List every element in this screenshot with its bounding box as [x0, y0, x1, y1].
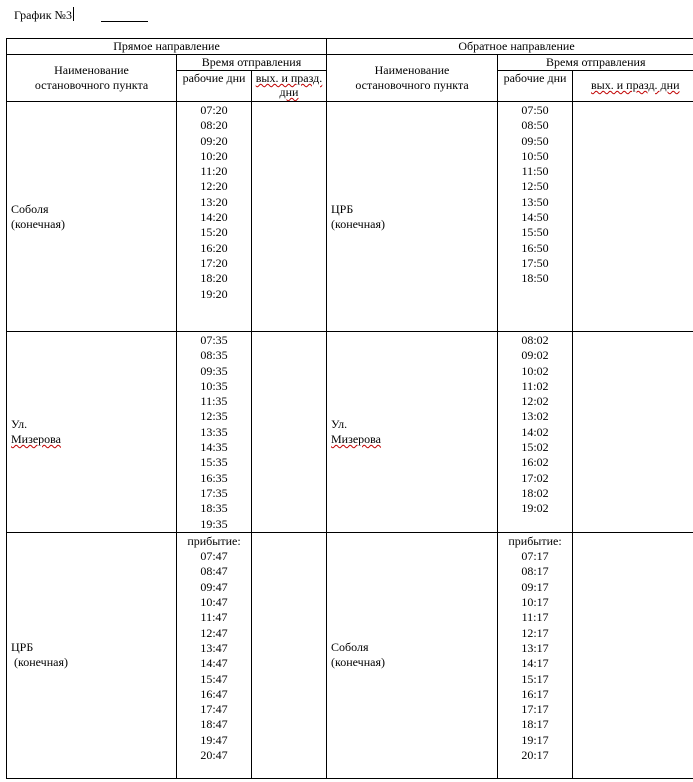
time-entry: 10:47	[200, 595, 228, 610]
stop-name-header-text: Наименование остановочного пункта	[34, 63, 149, 92]
forward-stop-name-header	[7, 55, 177, 102]
time-entry: 15:47	[200, 671, 228, 686]
time-entry: 18:02	[521, 485, 549, 500]
stop-name-header-text: Наименование остановочного пункта	[355, 63, 469, 92]
weekend-header-text: вых. и празд. дни	[591, 78, 680, 92]
time-entry: 13:47	[200, 640, 228, 655]
time-entry: 17:47	[200, 702, 228, 717]
time-entry: 08:20	[200, 118, 228, 133]
time-entry: 11:02	[521, 378, 549, 393]
backward-workdays-header: рабочие дни	[498, 71, 573, 102]
time-entry: 13:02	[521, 409, 549, 424]
backward-stop-name	[327, 102, 498, 332]
stop-name-line: (конечная)	[331, 655, 385, 670]
stop-name-line: ЦРБ	[11, 640, 34, 655]
time-entry: 11:17	[521, 610, 549, 625]
schedule-title: График №3	[14, 8, 72, 22]
time-entry: 18:17	[521, 717, 549, 732]
time-entry: 11:35	[200, 394, 228, 409]
time-entry: 10:02	[521, 363, 549, 378]
time-entry: 14:47	[200, 656, 228, 671]
time-entry: 12:17	[521, 625, 549, 640]
forward-stop-name	[7, 532, 177, 778]
stop-name-line: (конечная)	[11, 216, 65, 231]
forward-departure-time-header: Время отправления	[177, 55, 327, 71]
time-entry: 19:02	[521, 501, 549, 516]
backward-weekend-times	[573, 332, 693, 533]
time-entry: 11:20	[200, 164, 228, 179]
time-entry: 16:02	[521, 455, 549, 470]
time-entry: 14:50	[521, 210, 549, 225]
time-entry: 16:50	[521, 240, 549, 255]
time-entry: 12:02	[521, 394, 549, 409]
backward-stop-name	[327, 332, 498, 533]
backward-workday-times	[498, 332, 573, 533]
stop-name-line: (конечная)	[331, 216, 385, 231]
time-entry: 09:47	[200, 579, 228, 594]
time-entry: 15:02	[521, 440, 549, 455]
time-entry: 15:17	[521, 671, 549, 686]
time-entry: 19:20	[200, 286, 228, 301]
time-entry: 15:50	[521, 225, 549, 240]
forward-direction-header: Прямое направление	[7, 39, 327, 55]
time-entry: 10:35	[200, 378, 228, 393]
schedule-rows	[7, 102, 693, 779]
time-entry: 14:35	[200, 440, 228, 455]
time-entry: 08:35	[200, 348, 228, 363]
arrival-label: прибытие:	[508, 533, 562, 548]
stop-name-line	[11, 417, 176, 447]
time-entry: 17:50	[521, 255, 549, 270]
time-entry: 07:35	[200, 333, 228, 347]
time-entry: 14:20	[200, 210, 228, 225]
time-entry: 13:17	[521, 640, 549, 655]
time-entry: 14:02	[521, 424, 549, 439]
stop-name-line	[331, 417, 497, 447]
time-entry: 17:17	[521, 702, 549, 717]
time-entry: 18:47	[200, 717, 228, 732]
time-entry: 09:02	[521, 348, 549, 363]
time-entry: 13:20	[200, 194, 228, 209]
forward-weekend-times	[252, 532, 327, 778]
backward-workday-times	[498, 532, 573, 778]
time-entry: 17:20	[200, 255, 228, 270]
time-entry: 07:20	[200, 103, 228, 117]
time-entry: 09:17	[521, 579, 549, 594]
forward-workdays-header: рабочие дни	[177, 71, 252, 102]
schedule-row	[7, 102, 693, 332]
time-entry: 18:35	[200, 501, 228, 516]
time-entry: 18:50	[521, 271, 549, 286]
time-entry: 12:20	[200, 179, 228, 194]
backward-weekend-times	[573, 532, 693, 778]
time-entry: 15:20	[200, 225, 228, 240]
schedule-row	[7, 532, 693, 778]
time-entry: 08:17	[521, 564, 549, 579]
time-entry: 09:50	[521, 133, 549, 148]
time-entry: 16:20	[200, 240, 228, 255]
time-entry: 09:20	[200, 133, 228, 148]
time-entry: 19:47	[200, 732, 228, 747]
time-entry: 07:47	[200, 549, 228, 564]
time-entry: 19:17	[521, 732, 549, 747]
time-entry: 08:50	[521, 118, 549, 133]
stop-name-line: (конечная)	[11, 655, 68, 670]
forward-workday-times	[177, 332, 252, 533]
forward-weekend-times	[252, 102, 327, 332]
time-entry: 13:50	[521, 194, 549, 209]
forward-workday-times	[177, 532, 252, 778]
time-entry: 10:50	[521, 148, 549, 163]
forward-workday-times	[177, 102, 252, 332]
time-entry: 08:47	[200, 564, 228, 579]
weekend-header-text: вых. и празд. дни	[255, 71, 323, 99]
time-entry: 07:17	[521, 549, 549, 564]
time-entry: 08:02	[521, 333, 549, 347]
stop-name-word: Мизерова	[11, 431, 61, 446]
time-entry: 20:17	[521, 748, 549, 763]
schedule-table	[6, 38, 693, 779]
backward-workday-times	[498, 102, 573, 332]
time-entry: 13:35	[200, 424, 228, 439]
backward-departure-time-header: Время отправления	[498, 55, 693, 71]
time-entry: 16:17	[521, 686, 549, 701]
time-entry: 14:17	[521, 656, 549, 671]
backward-weekend-header	[573, 71, 693, 102]
backward-direction-header: Обратное направление	[327, 39, 693, 55]
document-title	[14, 7, 74, 25]
time-entry: 07:50	[521, 103, 549, 117]
stop-name-prefix: Ул.	[331, 416, 348, 431]
backward-stop-name-header	[327, 55, 498, 102]
signature-blank-line	[101, 21, 148, 22]
arrival-label: прибытие:	[187, 533, 241, 548]
time-entry: 20:47	[200, 748, 228, 763]
time-entry: 17:02	[521, 470, 549, 485]
time-entry: 12:35	[200, 409, 228, 424]
forward-weekend-times	[252, 332, 327, 533]
schedule-row	[7, 332, 693, 533]
time-entry: 19:35	[200, 516, 228, 531]
stop-name-line: Соболя	[11, 201, 49, 216]
backward-weekend-times	[573, 102, 693, 332]
stop-name-line: ЦРБ	[331, 201, 354, 216]
time-entry: 17:35	[200, 485, 228, 500]
time-entry: 16:47	[200, 686, 228, 701]
stop-name-line: Соболя	[331, 640, 369, 655]
time-entry: 09:35	[200, 363, 228, 378]
backward-stop-name	[327, 532, 498, 778]
stop-name-prefix: Ул.	[11, 416, 28, 431]
time-entry: 11:50	[521, 164, 549, 179]
time-entry: 10:20	[200, 148, 228, 163]
forward-stop-name	[7, 102, 177, 332]
forward-weekend-header	[252, 71, 327, 102]
time-entry: 12:47	[200, 625, 228, 640]
text-caret	[73, 7, 74, 21]
time-entry: 18:20	[200, 271, 228, 286]
time-entry: 15:35	[200, 455, 228, 470]
time-entry: 16:35	[200, 470, 228, 485]
forward-stop-name	[7, 332, 177, 533]
stop-name-word: Мизерова	[331, 431, 382, 446]
time-entry: 10:17	[521, 595, 549, 610]
time-entry: 11:47	[200, 610, 228, 625]
time-entry: 12:50	[521, 179, 549, 194]
